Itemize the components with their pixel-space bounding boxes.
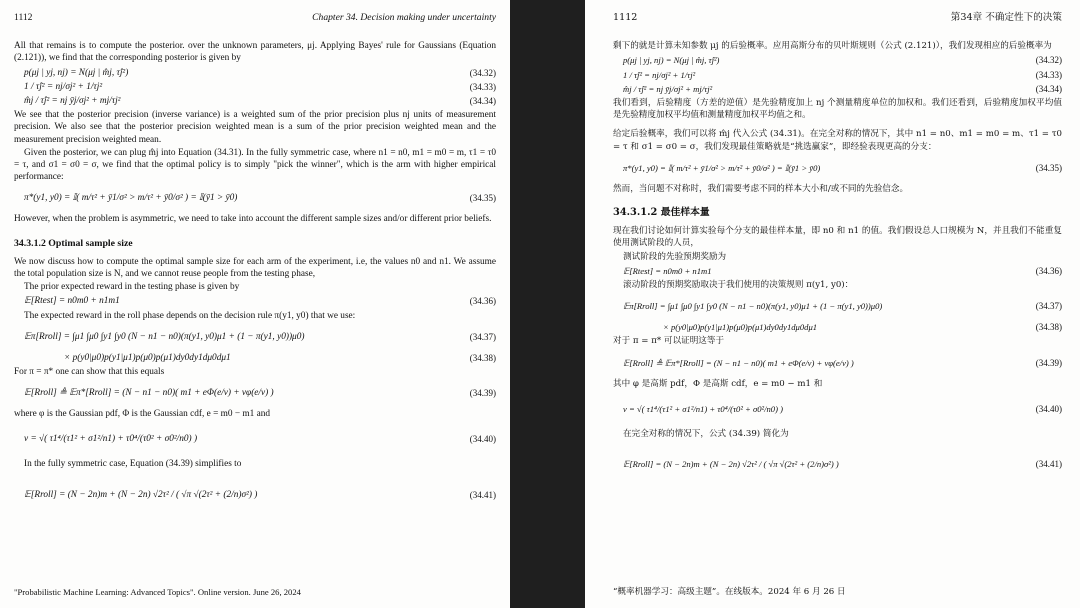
equation-number: (34.37) xyxy=(469,331,496,342)
page-footer: "Probabilistic Machine Learning: Advanced Topics". Online version. June 26, 2024 xyxy=(14,586,301,597)
equation-34-34 xyxy=(613,83,1062,95)
equation-number: (34.34) xyxy=(1035,83,1062,94)
paragraph: 现在我们讨论如何计算实验每个分支的最佳样本量，即 n0 和 n1 的值。我们假设总人口规模为 N，并且我们不能重复使用测试阶段的人员， xyxy=(613,226,1062,249)
page-number: 1112 xyxy=(14,12,33,23)
equation-number: (34.35) xyxy=(1035,162,1062,173)
equation-number: (34.35) xyxy=(469,193,496,204)
equation-body: × p(y0|μ0)p(y1|μ1)p(μ0)p(μ1)dy0dy1dμ0dμ1 xyxy=(64,352,231,363)
equation-number: (34.33) xyxy=(469,81,496,92)
equation-34-35 xyxy=(14,185,496,211)
equation-body: 𝔼[Rroll] ≜ 𝔼π*[Rroll] = (N − n1 − n0)( m1 + eΦ(e/v) + vφ(e/v) ) xyxy=(623,357,854,368)
paragraph: The prior expected reward in the testing phase is given by xyxy=(24,282,240,293)
chapter-title: 第34章 不确定性下的决策 xyxy=(950,12,1062,23)
equation-body: p(μj | yj, nj) = N(μj | m̂j, τ̂j²) xyxy=(24,67,129,78)
equation-34-32 xyxy=(613,54,1062,66)
equation-34-36 xyxy=(14,295,496,307)
paragraph: 测试阶段的先验预期奖励为 xyxy=(623,251,727,262)
page-footer: “概率机器学习：高级主题”。在线版本。2024 年 6 月 26 日 xyxy=(613,586,846,597)
section-heading: 34.3.1.2 Optimal sample size xyxy=(14,237,133,249)
paragraph: All that remains is to compute the posterior. over the unknown parameters, μj. Applying Bayes' rule for Gaussians (Equation (2.121)), we find that the corresponding posterior is given by xyxy=(14,41,496,64)
equation-34-37 xyxy=(14,324,496,350)
paragraph: 然而，当问题不对称时，我们需要考虑不同的样本大小和/或不同的先验信念。 xyxy=(613,183,909,194)
paragraph: 对于 π = π* 可以证明这等于 xyxy=(613,336,725,347)
paragraph: In the fully symmetric case, Equation (34.39) simplifies to xyxy=(24,459,242,470)
equation-number: (34.34) xyxy=(469,96,496,107)
page-english xyxy=(0,0,510,608)
equation-body: 1 / τ̂j² = nj/σj² + 1/τj² xyxy=(623,69,696,80)
page-header xyxy=(14,12,496,24)
paragraph: 在完全对称的情况下，公式 (34.39) 简化为 xyxy=(623,428,789,439)
equation-number: (34.36) xyxy=(469,296,496,307)
paragraph: We now discuss how to compute the optimal sample size for each arm of the experiment, i.e, the values n0 and n1. We assume the total population size is N, and we cannot reuse people from the testing phase, xyxy=(14,256,496,280)
equation-body: 𝔼[Rtest] = n0m0 + n1m1 xyxy=(623,265,712,276)
equation-body: π*(y1, y0) = 𝕀( m/τ² + ȳ1/σ² > m/τ² + ȳ0/σ² ) = 𝕀(ȳ1 > ȳ0) xyxy=(24,193,238,204)
equation-34-36 xyxy=(613,265,1062,277)
equation-34-33 xyxy=(613,69,1062,81)
equation-body: 𝔼π[Rroll] = ∫μ1 ∫μ0 ∫y1 ∫y0 (N − n1 − n0)(π(y1, y0)μ1 + (1 − π(y1, y0))μ0) xyxy=(623,301,883,312)
paragraph: 剩下的就是计算未知参数 μj 的后验概率。应用高斯分布的贝叶斯规则（公式 (2.121)），我们发现相应的后验概率为 xyxy=(613,41,1052,52)
equation-body: 𝔼π[Rroll] = ∫μ1 ∫μ0 ∫y1 ∫y0 (N − n1 − n0)(π(y1, y0)μ1 + (1 − π(y1, y0))μ0) xyxy=(24,331,305,342)
page-number: 1112 xyxy=(613,12,638,23)
equation-body: 𝔼[Rtest] = n0m0 + n1m1 xyxy=(24,296,120,307)
paragraph: 滚动阶段的预期奖励取决于我们使用的决策规则 π(y1, y0)： xyxy=(623,280,854,291)
equation-34-37 xyxy=(613,293,1062,319)
paragraph: However, when the problem is asymmetric, we need to take into account the different sample sizes and/or different prior beliefs. xyxy=(14,214,492,225)
equation-34-40 xyxy=(14,422,496,456)
equation-body: × p(y0|μ0)p(y1|μ1)p(μ0)p(μ1)dy0dy1dμ0dμ1 xyxy=(663,322,818,333)
equation-34-32 xyxy=(14,67,496,79)
paragraph: 我们看到，后验精度（方差的逆值）是先验精度加上 nj 个测量精度单位的加权和。我们还看到，后验精度加权平均值是先验精度加权平均值和测量精度加权平均值之和。 xyxy=(613,98,1062,121)
paragraph: 给定后验概率，我们可以将 m̂j 代入公式 (34.31)。在完全对称的情况下，其中 n1 = n0、m1 = m0 = m、τ1 = τ0 = τ 和 σ1 = σ0 = σ，我们发现最佳策略就是“挑选赢家”，即经验表现更高的分支： xyxy=(613,129,1062,152)
equation-body: m̂j / τ̂j² = nj ȳj/σj² + mj/τj² xyxy=(623,83,713,94)
equation-body: π*(y1, y0) = 𝕀( m/τ² + ȳ1/σ² > m/τ² + ȳ0/σ² ) = 𝕀(ȳ1 > ȳ0) xyxy=(623,162,821,173)
equation-number: (34.37) xyxy=(1035,301,1062,312)
page-chinese xyxy=(585,0,1080,608)
equation-number: (34.40) xyxy=(1035,403,1062,414)
equation-number: (34.39) xyxy=(469,388,496,399)
paragraph: We see that the posterior precision (inverse variance) is a weighted sum of the prior precision plus nj units of measurement precision. We also see that the posterior precision weighted mean is a sum of the prior precision weighted mean and the measurement precision weighted mean. xyxy=(14,110,496,145)
equation-number: (34.39) xyxy=(1035,357,1062,368)
equation-body: 1 / τ̂j² = nj/σj² + 1/τj² xyxy=(24,81,103,92)
equation-body: v = √( τ1⁴/(τ1² + σ1²/n1) + τ0⁴/(τ0² + σ0²/n0) ) xyxy=(24,434,198,445)
equation-number: (34.32) xyxy=(469,67,496,78)
equation-number: (34.40) xyxy=(469,434,496,445)
equation-34-41 xyxy=(613,442,1062,486)
equation-34-41 xyxy=(14,473,496,517)
equation-body: 𝔼[Rroll] = (N − 2n)m + (N − 2n) √2τ² / ( √π √(2τ² + (2/n)σ²) ) xyxy=(24,489,258,500)
paragraph: The expected reward in the roll phase depends on the decision rule π(y1, y0) that we use: xyxy=(24,310,356,321)
page-gutter xyxy=(510,0,585,608)
paragraph: where φ is the Gaussian pdf, Φ is the Gaussian cdf, e = m0 − m1 and xyxy=(14,409,271,420)
equation-body: v = √( τ1⁴/(τ1² + σ1²/n1) + τ0⁴/(τ0² + σ0²/n0) ) xyxy=(623,403,783,414)
paragraph: 其中 φ 是高斯 pdf，Φ 是高斯 cdf，e = m0 − m1 和 xyxy=(613,378,823,389)
equation-number: (34.41) xyxy=(469,489,496,500)
equation-number: (34.38) xyxy=(469,352,496,363)
equation-body: 𝔼[Rroll] ≜ 𝔼π*[Rroll] = (N − n1 − n0)( m1 + eΦ(e/v) + vφ(e/v) ) xyxy=(24,388,274,399)
equation-34-40 xyxy=(613,392,1062,426)
equation-34-34 xyxy=(14,95,496,107)
chapter-title: Chapter 34. Decision making under uncertainty xyxy=(312,12,496,23)
equation-body: 𝔼[Rroll] = (N − 2n)m + (N − 2n) √2τ² / ( √π √(2τ² + (2/n)σ²) ) xyxy=(623,458,839,469)
equation-34-35 xyxy=(613,155,1062,181)
paragraph: For π = π* one can show that this equals xyxy=(14,367,165,378)
equation-number: (34.41) xyxy=(1035,458,1062,469)
equation-34-38 xyxy=(613,321,1062,333)
paragraph: Given the posterior, we can plug m̂j into Equation (34.31). In the fully symmetric case, where n1 = n0, m1 = m0 = m, τ1 = τ0 = τ, and σ1 = σ0 = σ, we find that the optimal policy is to simply "pick the winner", which is the arm with higher empirical performance: xyxy=(14,147,496,183)
equation-number: (34.32) xyxy=(1035,55,1062,66)
equation-number: (34.33) xyxy=(1035,69,1062,80)
equation-34-39 xyxy=(613,350,1062,376)
section-heading: 34.3.1.2 最佳样本量 xyxy=(613,207,710,219)
equation-34-39 xyxy=(14,380,496,406)
equation-number: (34.38) xyxy=(1035,322,1062,333)
equation-body: m̂j / τ̂j² = nj ȳj/σj² + mj/τj² xyxy=(24,96,121,107)
equation-34-38 xyxy=(14,352,496,364)
page-header xyxy=(613,12,1062,24)
equation-body: p(μj | yj, nj) = N(μj | m̂j, τ̂j²) xyxy=(623,55,720,66)
equation-34-33 xyxy=(14,81,496,93)
equation-number: (34.36) xyxy=(1035,265,1062,276)
